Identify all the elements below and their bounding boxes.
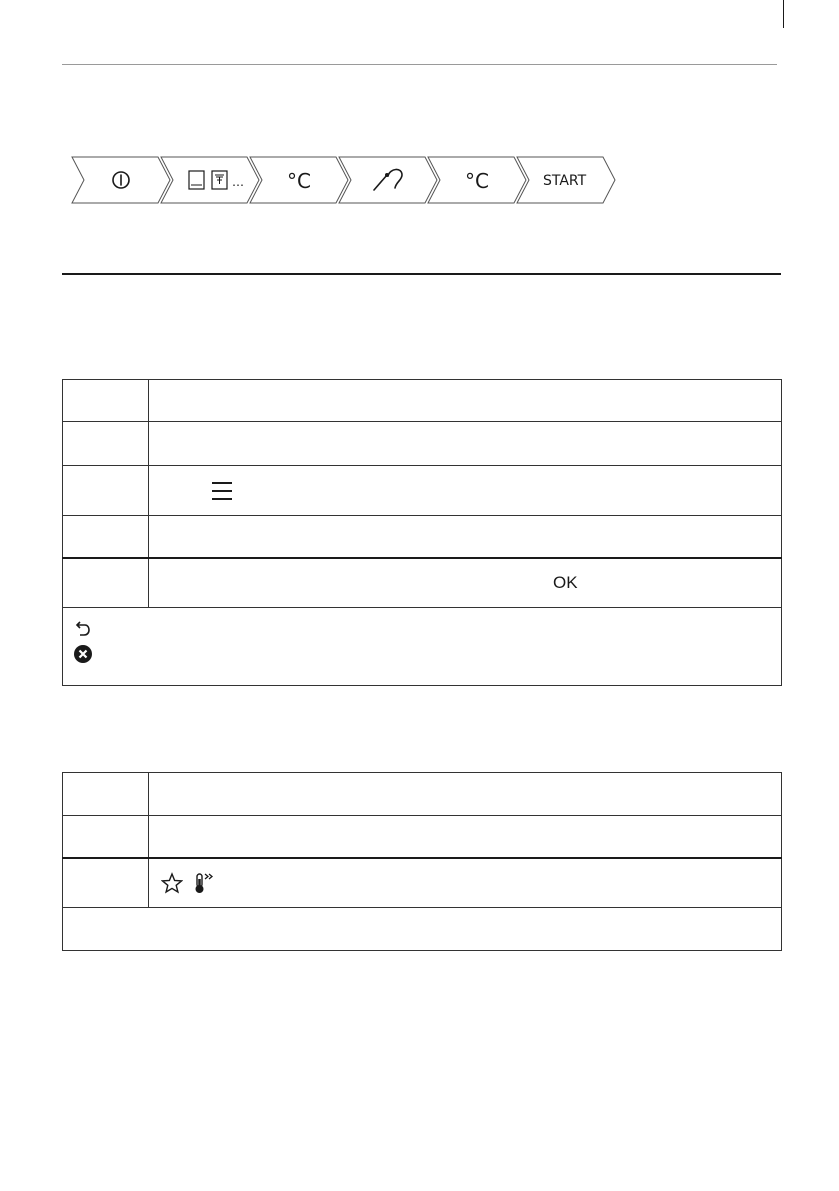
table-row [63,380,782,422]
start-label: START [543,173,587,189]
menu-icon [211,480,233,502]
step-core-temperature [428,157,526,203]
table-footer-text [63,908,782,951]
step-number [63,558,149,608]
step-number [63,773,149,816]
ok-label: OK [553,572,578,592]
step-flow-bar [72,155,617,205]
temperature-up-icon [191,871,217,895]
step-oven-functions [161,157,259,203]
step-number [63,816,149,858]
star-icon [161,872,183,894]
table-footer-row [63,608,782,686]
table-row [63,858,782,908]
step-number [63,466,149,516]
step-text [149,773,782,816]
table-row [63,516,782,558]
temperature-icon: °C [465,169,489,193]
table-row [63,773,782,816]
step-text [149,422,782,466]
step-text [149,816,782,858]
step-text [149,380,782,422]
table-row [63,422,782,466]
step-number [63,422,149,466]
step-number [63,858,149,908]
step-start [517,157,615,203]
page-edge-mark [783,0,784,28]
step-text [149,516,782,558]
step-number [63,516,149,558]
table-row [63,558,782,608]
step-temperature [250,157,348,203]
table-row [63,466,782,516]
procedure-table-2 [62,772,782,951]
table-footer-row [63,908,782,951]
step-number [63,380,149,422]
procedure-table-1 [62,379,782,686]
step-power [72,157,170,203]
temperature-icon: °C [287,169,311,193]
header-rule [62,64,777,65]
cancel-icon [73,644,93,664]
step-core-sensor [339,157,437,203]
back-icon [73,620,91,638]
more-functions-ellipsis: … [232,175,244,189]
table-row [63,816,782,858]
section-rule [62,273,781,275]
